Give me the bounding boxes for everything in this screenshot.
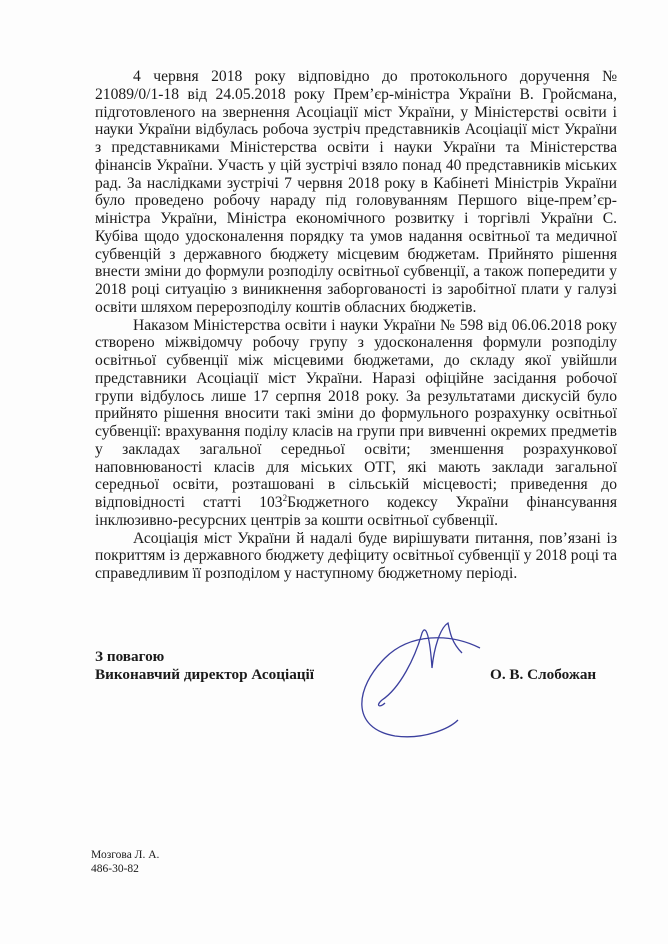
letter-body <box>95 68 617 583</box>
signature-stroke-peaks <box>379 623 462 706</box>
paragraph-working-group-text-after: Бюджетного кодексу України фінансування інклюзивно-ресурсних центрів за кошти освітньої субвенції. <box>95 494 617 529</box>
handwritten-signature <box>340 618 510 743</box>
paragraph-meeting: 4 червня 2018 року відповідно до протокольного доручення № 21089/0/1-18 від 24.05.2018 року Прем’єр-міністра України В. Гройсмана, підготовленого на звернення Асоціації міст України, у Міністерстві освіти і науки України відбулась робоча зустріч представників Асоціації міст України з представниками Міністерства освіти і науки України та Міністерства фінансів України. Участь у цій зустрічі взяло понад 40 представників міських рад. За наслідками зустрічі 7 червня 2018 року в Кабінеті Міністрів України було проведено робочу нараду під головуванням Першого віце-прем’єр-міністра України, Міністра економічного розвитку і торгівлі України С. Кубіва щодо удосконалення порядку та умов надання освітньої та медичної субвенцій з державного бюджету місцевим бюджетам. Прийнято рішення внести зміни до формули розподілу освітньої субвенції, а також попередити у 2018 році ситуацію з виникнення заборгованості із заробітної плати у галузі освіти шляхом перерозподілу коштів обласних бюджетів. <box>95 68 617 316</box>
signer-name: О. В. Слобожан <box>490 666 597 683</box>
executor-footer <box>91 849 159 876</box>
article-superscript: 2 <box>282 492 288 503</box>
executor-phone: 486-30-82 <box>91 862 139 875</box>
paragraph-working-group <box>95 317 617 530</box>
paragraph-working-group-text-before: Наказом Міністерства освіти і науки України № 598 від 06.06.2018 року створено міжвідомчу робочу групу з удосконалення формули розподілу освітньої субвенції між місцевими бюджетами, до складу якої увійшли представники Асоціації міст України. Наразі офіційне засідання робочої групи відбулось лише 17 серпня 2018 року. За результатами дискусій було прийнято рішення вносити такі зміни до формульного розрахунку освітньої субвенції: врахування поділу класів на групи при вивченні окремих предметів у закладах загальної середньої освіти; зменшення розрахункової наповнюваності класів для міських ОТГ, які мають заклади загальної середньої освіти, розташовані в сільській місцевості; приведення до відповідності статті 103 <box>95 316 617 511</box>
salutation: З повагою <box>95 648 165 665</box>
signer-position: Виконавчий директор Асоціації <box>95 666 315 683</box>
executor-name: Мозгова Л. А. <box>91 849 160 861</box>
paragraph-conclusion: Асоціація міст України й надалі буде вирішувати питання, пов’язані із покриттям із державного бюджету дефіциту освітньої субвенції у 2018 році та справедливим її розподілом у наступному бюджетному періоді. <box>95 529 617 582</box>
closing-block <box>95 648 314 684</box>
